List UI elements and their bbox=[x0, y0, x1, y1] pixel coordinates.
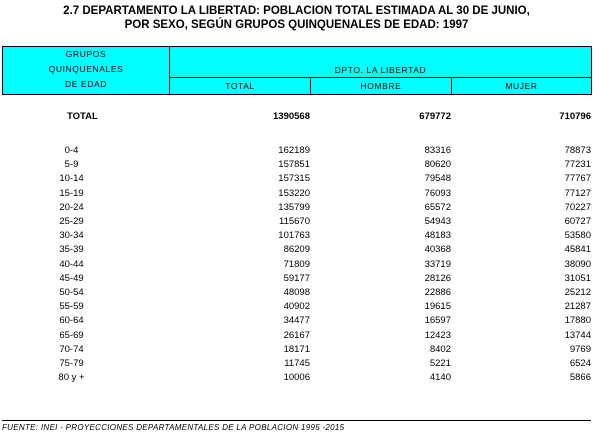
age-group-cell: 15-19 bbox=[59, 187, 84, 199]
total-cell: 115670 bbox=[279, 216, 310, 228]
total-cell: 153220 bbox=[278, 187, 310, 199]
table-header bbox=[2, 46, 592, 95]
age-group-cell: 30-34 bbox=[59, 230, 84, 242]
table-row bbox=[2, 300, 591, 314]
hombre-cell: 40368 bbox=[424, 244, 451, 256]
mujer-cell: 77767 bbox=[564, 173, 591, 185]
table-row bbox=[2, 229, 591, 243]
hombre-cell: 22886 bbox=[424, 287, 451, 299]
spacer-row bbox=[2, 124, 591, 144]
age-group-cell: 55-59 bbox=[59, 301, 84, 313]
table-body bbox=[2, 110, 591, 385]
header-groups-cell bbox=[3, 47, 170, 95]
table-row bbox=[2, 371, 591, 385]
table-row bbox=[2, 187, 591, 201]
table-row bbox=[2, 158, 591, 172]
age-group-cell: 35-39 bbox=[59, 244, 84, 256]
age-group-cell: 10-14 bbox=[59, 173, 84, 185]
total-cell: 157315 bbox=[278, 173, 310, 185]
hombre-cell: 19615 bbox=[424, 301, 451, 313]
total-label: TOTAL bbox=[67, 111, 98, 122]
table-row bbox=[2, 329, 591, 343]
total-cell: 48098 bbox=[283, 287, 310, 299]
hombre-cell: 54943 bbox=[424, 216, 451, 228]
mujer-cell: 21287 bbox=[564, 301, 591, 313]
hombre-cell: 80620 bbox=[424, 159, 451, 171]
age-group-cell: 20-24 bbox=[59, 201, 84, 213]
page-title-line1: 2.7 DEPARTAMENTO LA LIBERTAD: POBLACION TOTAL ESTIMADA AL 30 DE JUNIO, bbox=[63, 5, 530, 17]
mujer-cell: 31051 bbox=[564, 272, 591, 284]
total-cell: 26167 bbox=[283, 329, 310, 341]
table-row bbox=[2, 258, 591, 272]
hombre-cell: 12423 bbox=[424, 329, 451, 341]
age-group-cell: 50-54 bbox=[59, 287, 84, 299]
hombre-cell: 79548 bbox=[424, 173, 451, 185]
age-group-cell: 75-79 bbox=[59, 358, 84, 370]
mujer-cell: 77127 bbox=[564, 187, 591, 199]
age-group-cell: 5-9 bbox=[64, 159, 79, 171]
age-group-cell: 65-69 bbox=[59, 329, 84, 341]
total-cell: 162189 bbox=[278, 145, 310, 156]
total-cell: 10006 bbox=[283, 372, 310, 384]
table-row bbox=[2, 172, 591, 186]
total-cell: 135799 bbox=[278, 201, 310, 213]
mujer-cell: 25212 bbox=[564, 287, 591, 299]
mujer-cell: 70227 bbox=[564, 201, 591, 213]
hombre-cell: 16597 bbox=[424, 315, 451, 327]
mujer-cell: 78873 bbox=[564, 145, 591, 156]
table-row bbox=[2, 144, 591, 158]
hombre-cell: 5221 bbox=[429, 358, 451, 370]
total-cell: 86209 bbox=[283, 244, 310, 256]
header-dpto: DPTO. LA LIBERTAD bbox=[170, 47, 592, 78]
mujer-cell: 17880 bbox=[564, 315, 591, 327]
age-group-cell: 70-74 bbox=[59, 343, 84, 355]
table-row bbox=[2, 201, 591, 215]
table-row bbox=[2, 343, 591, 357]
hombre-cell: 28126 bbox=[424, 272, 451, 284]
total-value-total: 1390568 bbox=[273, 111, 310, 122]
mujer-cell: 6524 bbox=[569, 358, 591, 370]
page-title-line2: POR SEXO, SEGÚN GRUPOS QUINQUENALES DE EDAD: 1997 bbox=[124, 19, 469, 31]
total-cell: 71809 bbox=[283, 258, 310, 270]
table-row bbox=[2, 286, 591, 300]
total-row bbox=[2, 110, 591, 124]
age-group-cell: 45-49 bbox=[59, 272, 84, 284]
total-value-mujer: 710796 bbox=[559, 111, 591, 122]
total-cell: 11745 bbox=[284, 358, 310, 370]
mujer-cell: 5866 bbox=[569, 372, 591, 384]
header-col-hombre: HOMBRE bbox=[311, 78, 452, 95]
hombre-cell: 76093 bbox=[424, 187, 451, 199]
hombre-cell: 83316 bbox=[424, 145, 451, 156]
table-row bbox=[2, 272, 591, 286]
footer-divider bbox=[2, 420, 591, 421]
age-group-cell: 25-29 bbox=[59, 216, 84, 228]
total-cell: 101763 bbox=[278, 230, 310, 242]
mujer-cell: 77231 bbox=[564, 159, 591, 171]
mujer-cell: 45841 bbox=[564, 244, 591, 256]
mujer-cell: 9769 bbox=[569, 343, 591, 355]
header-groups-line2: QUINQUENALES bbox=[48, 64, 124, 74]
hombre-cell: 65572 bbox=[424, 201, 451, 213]
source-note: FUENTE: INEI - PROYECCIONES DEPARTAMENTALES DE LA POBLACION 1995 -2015 bbox=[2, 423, 345, 432]
hombre-cell: 33719 bbox=[424, 258, 451, 270]
mujer-cell: 13744 bbox=[564, 329, 591, 341]
total-cell: 34477 bbox=[283, 315, 310, 327]
hombre-cell: 8402 bbox=[429, 343, 451, 355]
table-row bbox=[2, 357, 591, 371]
mujer-cell: 60727 bbox=[564, 216, 591, 228]
header-col-total: TOTAL bbox=[170, 78, 311, 95]
mujer-cell: 38090 bbox=[564, 258, 591, 270]
table-row bbox=[2, 243, 591, 257]
table-row bbox=[2, 215, 591, 229]
total-cell: 40902 bbox=[283, 301, 310, 313]
age-group-cell: 60-64 bbox=[59, 315, 84, 327]
data-table bbox=[2, 110, 591, 385]
age-group-cell: 40-44 bbox=[59, 258, 84, 270]
hombre-cell: 48183 bbox=[424, 230, 451, 242]
header-col-mujer: MUJER bbox=[452, 78, 592, 95]
total-value-hombre: 679772 bbox=[419, 111, 451, 122]
age-group-cell: 80 y + bbox=[58, 372, 85, 384]
total-cell: 18171 bbox=[283, 343, 310, 355]
mujer-cell: 53580 bbox=[564, 230, 591, 242]
header-groups-line1: GRUPOS bbox=[65, 49, 107, 59]
table-row bbox=[2, 314, 591, 328]
hombre-cell: 4140 bbox=[429, 372, 451, 384]
total-cell: 157851 bbox=[278, 159, 310, 171]
total-cell: 59177 bbox=[283, 272, 310, 284]
age-group-cell: 0-4 bbox=[64, 145, 79, 156]
header-groups-line3: DE EDAD bbox=[65, 79, 107, 89]
